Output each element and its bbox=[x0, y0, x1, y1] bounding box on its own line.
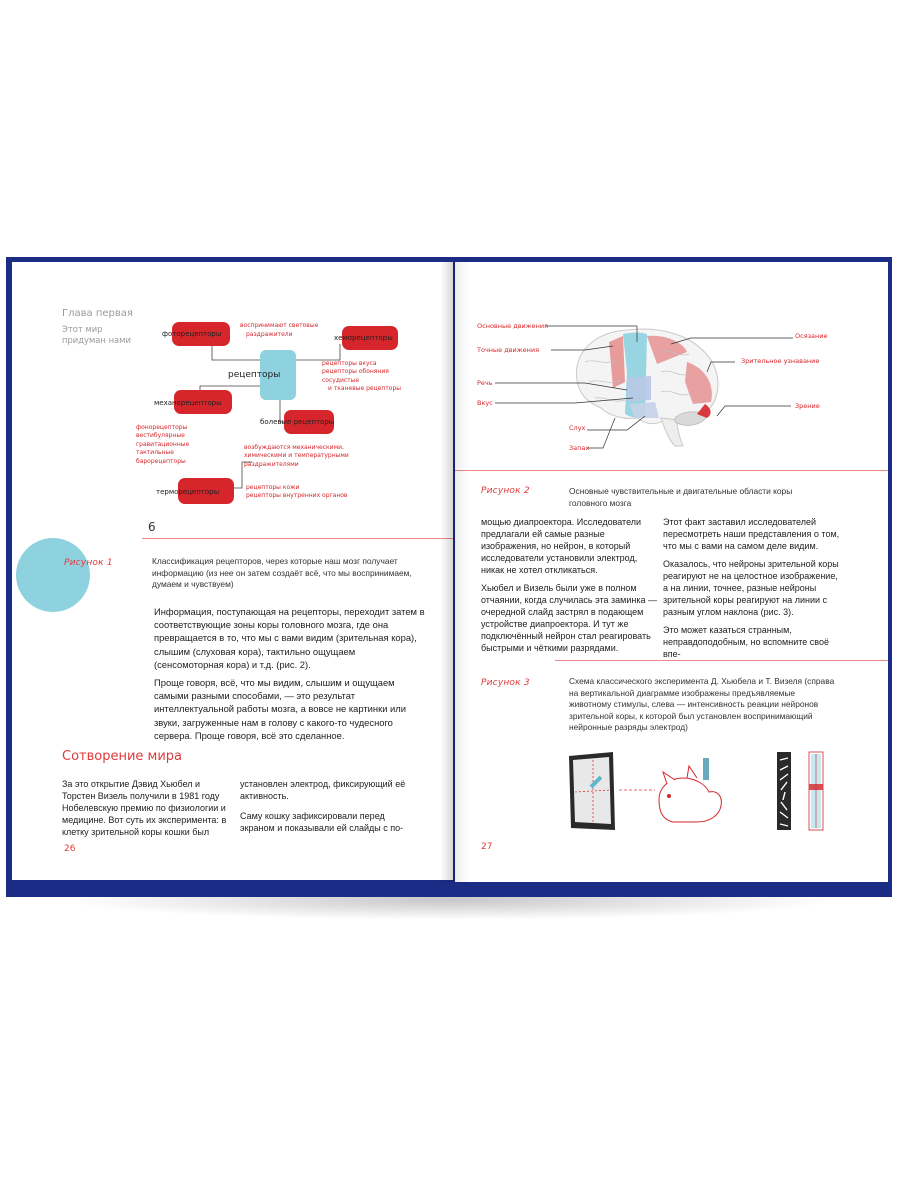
column-1-text: За это открытие Дэвид Хьюбел и Торстен Визель получили в 1981 году Нобелевскую премию по физиологии и медицине. Вот суть их эксперимента: в клетку зрительной коры кошки был bbox=[62, 779, 227, 837]
decorative-circle bbox=[16, 538, 90, 612]
screen bbox=[569, 752, 615, 830]
mechano-item: гравитационные bbox=[136, 440, 190, 448]
chapter-title: Глава первая bbox=[62, 308, 133, 319]
figure2-caption: Основные чувствительные и двигательные области коры головного мозга bbox=[569, 486, 793, 508]
response-strip bbox=[809, 752, 823, 830]
line-taste bbox=[495, 398, 633, 403]
pain-item: возбуждаются механическими, bbox=[244, 444, 344, 451]
mechano-item: барорецепторы bbox=[136, 457, 186, 465]
book-gutter bbox=[440, 262, 470, 882]
experiment-illustration bbox=[563, 750, 853, 834]
column-2-text-b: Саму кошку зафиксировали перед экраном и показывали ей слайды с по- bbox=[240, 811, 404, 833]
figure3-rule bbox=[555, 660, 888, 661]
line-fine bbox=[551, 346, 613, 350]
section-title: Сотворение мира bbox=[62, 749, 183, 764]
paragraph-2: Проще говоря, всё, что мы видим, слышим и ощущаем самыми разными способами, — это результат интеллектуальной работы мозга, а вовсе не картинки или звуки, загруженные нам в голову с какого-то чудесного сервера. Проще говоря, всё это сделанное. bbox=[154, 677, 406, 741]
mechano-item: тактильные bbox=[136, 449, 174, 457]
brain-label-motor: Основные движения bbox=[477, 322, 548, 330]
label-thermoreceptors: терморецепторы bbox=[156, 488, 220, 496]
line-motor bbox=[545, 326, 637, 342]
list-chemoreceptors bbox=[322, 360, 401, 394]
right-page bbox=[455, 262, 888, 882]
diagram-number: 6 bbox=[148, 520, 156, 534]
note-photoreceptors-1: воспринимают световые bbox=[240, 322, 319, 329]
line-hearing bbox=[587, 416, 645, 430]
line-visual-recognition bbox=[707, 362, 735, 372]
figure3-caption: Схема классического эксперимента Д. Хьюбела и Т. Визеля (справа на вертикальной диаграмме изображены предъявляемые животному стимулы, слева — интенсивность реакции нейронов зрительной коры, к которой был установлен воспринимающий нейронные разряды электрод) bbox=[569, 676, 835, 732]
list-pain-receptors bbox=[244, 444, 349, 469]
label-pain-receptors: болевые рецепторы bbox=[260, 418, 335, 426]
brain-label-fine: Точные движения bbox=[477, 346, 540, 354]
stimulus-strip bbox=[777, 752, 791, 830]
brain-label-speech: Речь bbox=[477, 379, 493, 387]
brain-label-connectors bbox=[455, 262, 888, 482]
line-vision bbox=[717, 406, 791, 416]
chemo-item: рецепторы вкуса bbox=[322, 360, 377, 367]
mechano-item: фонорецепторы bbox=[136, 424, 188, 431]
line-speech bbox=[495, 383, 627, 390]
line-touch bbox=[671, 338, 793, 344]
mechano-item: вестибулярные bbox=[136, 432, 185, 440]
thermo-item: рецепторы внутренних органов bbox=[246, 492, 348, 500]
note-photoreceptors-2: раздражители bbox=[246, 331, 293, 338]
figure2-label: Рисунок 2 bbox=[481, 486, 530, 496]
column-2-text-a: установлен электрод, фиксирующий её активность. bbox=[240, 779, 406, 801]
figure1-caption: Классификация рецепторов, через которые наш мозг получает информацию (из нее он затем создаёт всё, что мы воспринимаем, думаем и чувствуем) bbox=[152, 556, 412, 589]
brain-label-taste: Вкус bbox=[477, 399, 493, 407]
connector-chemo bbox=[294, 344, 340, 360]
right-column-1-text-a: мощью диапроектора. Исследователи предлагали ей самые разные изображения, но нейрон, в который исследователи установили электрод, никак не хотел откликаться. bbox=[481, 517, 642, 575]
thermo-item: рецепторы кожи bbox=[246, 484, 300, 491]
label-receptors-center: рецепторы bbox=[228, 370, 281, 380]
list-mechanoreceptors bbox=[136, 424, 189, 466]
right-column-1-text-b: Хьюбел и Визель были уже в полном отчаянии, когда случилась эта заминка — очередной слайд застрял в подающем устройстве диапроектора. И тут же подключённый нейрон стал реагировать быстрыми и чёткими разрядами. bbox=[481, 583, 657, 653]
brain-label-smell: Запах bbox=[569, 444, 590, 452]
figure2-rule bbox=[455, 470, 888, 471]
brain-label-visual-recognition: Зрительное узнавание bbox=[741, 357, 820, 365]
chemo-item: и тканевые рецепторы bbox=[328, 385, 401, 393]
label-mechanoreceptors: механорецепторы bbox=[154, 399, 222, 407]
figure1-rule bbox=[142, 538, 453, 539]
left-page bbox=[12, 262, 453, 880]
right-column-2-text-b: Оказалось, что нейроны зрительной коры реагируют не на целостное изображение, а на линии, точнее, разные нейроны зрительной коры реагируют на линии с разным углом наклона (рис. 3). bbox=[663, 559, 839, 617]
line-smell bbox=[587, 418, 615, 448]
page-number-right: 27 bbox=[481, 842, 493, 852]
chapter-subtitle-1: Этот мир bbox=[62, 324, 103, 334]
label-photoreceptors: фоторецепторы bbox=[162, 330, 222, 338]
pain-item: химическими и температурными bbox=[244, 452, 349, 460]
list-thermoreceptors bbox=[246, 484, 347, 501]
cat-drawing bbox=[659, 758, 721, 822]
brain-label-touch: Осязание bbox=[795, 332, 828, 340]
page-number-left: 26 bbox=[64, 844, 76, 854]
right-column-2-text-a: Этот факт заставил исследователей пересмотреть наши представления о том, что мы с вами на самом деле видим. bbox=[663, 517, 840, 551]
receptor-diagram bbox=[122, 312, 422, 512]
brain-label-hearing: Слух bbox=[569, 424, 586, 432]
paragraph-1: Информация, поступающая на рецепторы, переходит затем в соответствующие зоны коры головного мозга, где она превращается в то, что мы с вами видим (зрительная кора), слышим (слуховая кора), тактильно ощущаем (сенсомоторная кора) и т.д. (рис. 2). bbox=[154, 606, 425, 670]
right-column-2-text-c: Это может казаться странным, неправдоподобным, но вспомните своё впе- bbox=[663, 625, 829, 659]
brain-label-vision: Зрение bbox=[795, 402, 820, 410]
figure1-label: Рисунок 1 bbox=[64, 558, 113, 568]
connector-photo bbox=[212, 344, 262, 360]
chemo-item: сосудистые bbox=[322, 376, 360, 384]
chapter-subtitle-2: придуман нами bbox=[62, 335, 131, 345]
figure3-label: Рисунок 3 bbox=[481, 678, 530, 688]
chemo-item: рецепторы обоняния bbox=[322, 368, 389, 376]
label-chemoreceptors: хеморецепторы bbox=[334, 334, 393, 342]
pain-item: раздражителями bbox=[244, 460, 299, 468]
